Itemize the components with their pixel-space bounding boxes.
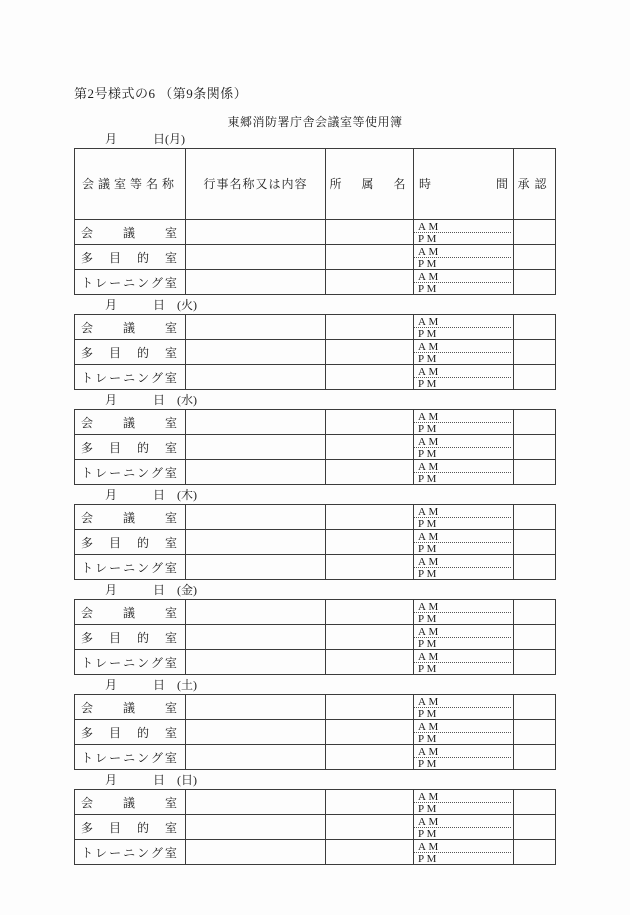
pm-label: PM <box>418 757 439 770</box>
pm-label: PM <box>418 827 439 840</box>
approval-cell <box>514 745 556 770</box>
approval-cell <box>514 245 556 270</box>
affiliation-cell <box>326 790 414 815</box>
am-label: AM <box>414 721 511 733</box>
room-row-multipurpose <box>75 530 556 555</box>
day-section <box>74 679 556 770</box>
approval-cell <box>514 650 556 675</box>
room-name-cell: トレーニング室 <box>75 650 186 675</box>
am-label: AM <box>414 791 511 803</box>
room-row-meeting <box>75 505 556 530</box>
approval-cell <box>514 410 556 435</box>
day-section <box>74 299 556 390</box>
table-header-row <box>75 149 556 220</box>
time-cell <box>414 460 514 485</box>
time-cell <box>414 840 514 865</box>
header-room-name: 会議室等名称 <box>75 149 186 220</box>
day-section <box>74 394 556 485</box>
pm-label: PM <box>418 567 439 580</box>
time-cell <box>414 555 514 580</box>
room-row-multipurpose <box>75 625 556 650</box>
page-title: 東郷消防署庁舎会議室等使用簿 <box>227 115 403 129</box>
affiliation-cell <box>326 505 414 530</box>
event-cell <box>186 720 326 745</box>
approval-cell <box>514 625 556 650</box>
usage-table <box>74 789 556 865</box>
approval-cell <box>514 530 556 555</box>
usage-table <box>74 694 556 770</box>
room-name-cell: 会 議 室 <box>75 220 186 245</box>
room-row-training <box>75 650 556 675</box>
day-section <box>74 584 556 675</box>
room-row-multipurpose <box>75 815 556 840</box>
event-cell <box>186 460 326 485</box>
room-row-meeting <box>75 315 556 340</box>
approval-cell <box>514 220 556 245</box>
day-label: 月 日 (火) <box>105 298 197 312</box>
event-cell <box>186 340 326 365</box>
affiliation-cell <box>326 245 414 270</box>
room-row-training <box>75 460 556 485</box>
time-cell <box>414 505 514 530</box>
event-cell <box>186 555 326 580</box>
event-cell <box>186 505 326 530</box>
room-row-training <box>75 840 556 865</box>
time-cell <box>414 270 514 295</box>
am-label: AM <box>414 746 511 758</box>
approval-cell <box>514 315 556 340</box>
header-event-name: 行事名称又は内容 <box>186 149 326 220</box>
pm-label: PM <box>418 257 439 270</box>
day-label: 月 日 (木) <box>105 488 197 502</box>
am-label: AM <box>414 556 511 568</box>
header-time <box>414 149 514 220</box>
room-row-meeting <box>75 790 556 815</box>
room-row-meeting <box>75 220 556 245</box>
am-label: AM <box>414 506 511 518</box>
room-name-cell: トレーニング室 <box>75 745 186 770</box>
approval-cell <box>514 600 556 625</box>
approval-cell <box>514 695 556 720</box>
time-cell <box>414 410 514 435</box>
affiliation-cell <box>326 365 414 390</box>
event-cell <box>186 840 326 865</box>
affiliation-cell <box>326 315 414 340</box>
affiliation-cell <box>326 530 414 555</box>
am-label: AM <box>414 651 511 663</box>
am-label: AM <box>414 626 511 638</box>
time-cell <box>414 315 514 340</box>
room-name-cell: 多 目 的 室 <box>75 245 186 270</box>
room-row-meeting <box>75 695 556 720</box>
affiliation-cell <box>326 460 414 485</box>
am-label: AM <box>414 841 511 853</box>
room-name-cell: トレーニング室 <box>75 270 186 295</box>
room-name-cell: 多 目 的 室 <box>75 340 186 365</box>
affiliation-cell <box>326 815 414 840</box>
am-label: AM <box>414 411 511 423</box>
am-label: AM <box>414 816 511 828</box>
time-cell <box>414 695 514 720</box>
am-label: AM <box>414 271 511 283</box>
am-label: AM <box>414 316 511 328</box>
room-name-cell: 多 目 的 室 <box>75 435 186 460</box>
room-name-cell: 多 目 的 室 <box>75 530 186 555</box>
time-cell <box>414 365 514 390</box>
event-cell <box>186 315 326 340</box>
pm-label: PM <box>418 422 439 435</box>
time-cell <box>414 600 514 625</box>
room-name-cell: 多 目 的 室 <box>75 815 186 840</box>
usage-table <box>74 409 556 485</box>
pm-label: PM <box>418 517 439 530</box>
room-name-cell: トレーニング室 <box>75 460 186 485</box>
time-cell <box>414 815 514 840</box>
event-cell <box>186 790 326 815</box>
event-cell <box>186 410 326 435</box>
room-row-meeting <box>75 600 556 625</box>
room-name-cell: 会 議 室 <box>75 600 186 625</box>
pm-label: PM <box>418 232 439 245</box>
sections-host <box>74 133 556 865</box>
affiliation-cell <box>326 650 414 675</box>
event-cell <box>186 815 326 840</box>
event-cell <box>186 600 326 625</box>
time-cell <box>414 245 514 270</box>
room-row-training <box>75 270 556 295</box>
pm-label: PM <box>418 612 439 625</box>
time-cell <box>414 530 514 555</box>
room-row-training <box>75 745 556 770</box>
day-label: 月 日(月) <box>105 132 185 146</box>
approval-cell <box>514 720 556 745</box>
usage-table <box>74 504 556 580</box>
event-cell <box>186 530 326 555</box>
affiliation-cell <box>326 600 414 625</box>
pm-label: PM <box>418 327 439 340</box>
header-time-left: 時 <box>419 177 432 191</box>
time-cell <box>414 650 514 675</box>
usage-table <box>74 148 556 295</box>
pm-label: PM <box>418 732 439 745</box>
room-row-multipurpose <box>75 340 556 365</box>
am-label: AM <box>414 341 511 353</box>
room-name-cell: 会 議 室 <box>75 790 186 815</box>
event-cell <box>186 220 326 245</box>
affiliation-cell <box>326 840 414 865</box>
room-name-cell: トレーニング室 <box>75 365 186 390</box>
event-cell <box>186 650 326 675</box>
time-cell <box>414 435 514 460</box>
approval-cell <box>514 790 556 815</box>
affiliation-cell <box>326 745 414 770</box>
affiliation-cell <box>326 435 414 460</box>
approval-cell <box>514 365 556 390</box>
approval-cell <box>514 435 556 460</box>
usage-table <box>74 599 556 675</box>
pm-label: PM <box>418 472 439 485</box>
day-section <box>74 133 556 295</box>
affiliation-cell <box>326 270 414 295</box>
room-row-training <box>75 555 556 580</box>
pm-label: PM <box>418 707 439 720</box>
approval-cell <box>514 840 556 865</box>
approval-cell <box>514 555 556 580</box>
room-name-cell: 会 議 室 <box>75 410 186 435</box>
usage-table <box>74 314 556 390</box>
day-label: 月 日 (水) <box>105 393 197 407</box>
event-cell <box>186 245 326 270</box>
pm-label: PM <box>418 542 439 555</box>
am-label: AM <box>414 246 511 258</box>
header-approval: 承認 <box>514 149 556 220</box>
event-cell <box>186 695 326 720</box>
room-name-cell: 会 議 室 <box>75 695 186 720</box>
pm-label: PM <box>418 662 439 675</box>
am-label: AM <box>414 436 511 448</box>
am-label: AM <box>414 366 511 378</box>
am-label: AM <box>414 461 511 473</box>
approval-cell <box>514 270 556 295</box>
am-label: AM <box>414 696 511 708</box>
room-name-cell: 会 議 室 <box>75 505 186 530</box>
affiliation-cell <box>326 720 414 745</box>
pm-label: PM <box>418 377 439 390</box>
room-name-cell: トレーニング室 <box>75 840 186 865</box>
affiliation-cell <box>326 340 414 365</box>
affiliation-cell <box>326 410 414 435</box>
room-row-multipurpose <box>75 435 556 460</box>
day-label: 月 日 (金) <box>105 583 197 597</box>
approval-cell <box>514 815 556 840</box>
room-row-multipurpose <box>75 720 556 745</box>
event-cell <box>186 625 326 650</box>
am-label: AM <box>414 221 511 233</box>
event-cell <box>186 365 326 390</box>
pm-label: PM <box>418 282 439 295</box>
pm-label: PM <box>418 352 439 365</box>
time-cell <box>414 745 514 770</box>
header-affiliation: 所 属 名 <box>326 149 414 220</box>
time-cell <box>414 220 514 245</box>
pm-label: PM <box>418 447 439 460</box>
day-section <box>74 774 556 865</box>
event-cell <box>186 745 326 770</box>
room-name-cell: 多 目 的 室 <box>75 720 186 745</box>
room-name-cell: トレーニング室 <box>75 555 186 580</box>
affiliation-cell <box>326 695 414 720</box>
affiliation-cell <box>326 625 414 650</box>
approval-cell <box>514 460 556 485</box>
room-name-cell: 会 議 室 <box>75 315 186 340</box>
form-number: 第2号様式の6 （第9条関係） <box>74 86 248 101</box>
room-row-training <box>75 365 556 390</box>
room-row-meeting <box>75 410 556 435</box>
room-name-cell: 多 目 的 室 <box>75 625 186 650</box>
pm-label: PM <box>418 637 439 650</box>
header-time-right: 間 <box>495 177 508 191</box>
approval-cell <box>514 340 556 365</box>
am-label: AM <box>414 601 511 613</box>
pm-label: PM <box>418 852 439 865</box>
pm-label: PM <box>418 802 439 815</box>
time-cell <box>414 625 514 650</box>
time-cell <box>414 720 514 745</box>
affiliation-cell <box>326 555 414 580</box>
day-section <box>74 489 556 580</box>
approval-cell <box>514 505 556 530</box>
room-row-multipurpose <box>75 245 556 270</box>
day-label: 月 日 (土) <box>105 678 197 692</box>
affiliation-cell <box>326 220 414 245</box>
event-cell <box>186 270 326 295</box>
day-label: 月 日 (日) <box>105 773 197 787</box>
time-cell <box>414 340 514 365</box>
event-cell <box>186 435 326 460</box>
time-cell <box>414 790 514 815</box>
am-label: AM <box>414 531 511 543</box>
